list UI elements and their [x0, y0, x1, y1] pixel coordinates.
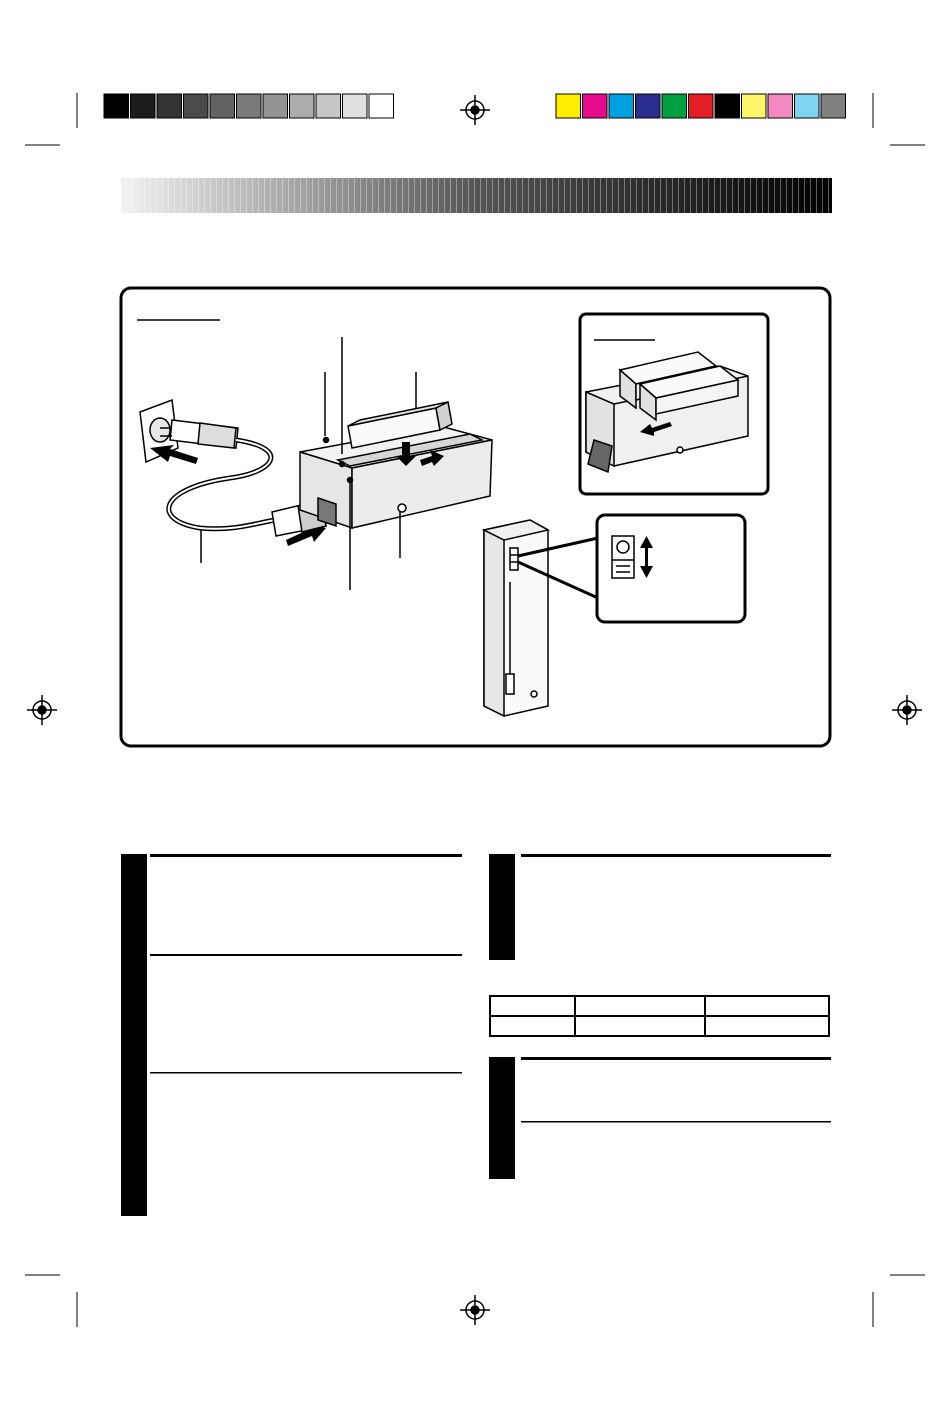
- color-swatch: [768, 94, 793, 118]
- color-swatch: [263, 94, 288, 118]
- color-swatch: [157, 94, 182, 118]
- color-swatch: [184, 94, 209, 118]
- color-swatch: [795, 94, 820, 118]
- color-swatch: [556, 94, 581, 118]
- section-tab-left: [121, 854, 147, 1216]
- color-swatch: [609, 94, 634, 118]
- color-swatch: [821, 94, 846, 118]
- color-swatch: [316, 94, 341, 118]
- switch-detail: [612, 536, 634, 578]
- table-cell: [490, 1016, 575, 1036]
- color-swatch: [104, 94, 129, 118]
- table-cell: [575, 1016, 705, 1036]
- color-swatch: [583, 94, 608, 118]
- data-table: [489, 995, 830, 1037]
- color-swatch: [131, 94, 156, 118]
- table-header-cell: [575, 996, 705, 1016]
- color-swatch: [210, 94, 235, 118]
- color-swatch: [689, 94, 714, 118]
- battery-charger: [300, 426, 492, 528]
- crop-marks: [25, 93, 925, 1327]
- color-swatch: [636, 94, 661, 118]
- color-swatch: [369, 94, 394, 118]
- table-header-cell: [490, 996, 575, 1016]
- table-cell: [705, 1016, 829, 1036]
- color-swatch: [343, 94, 368, 118]
- color-swatch: [290, 94, 315, 118]
- registration-mark-left: [27, 695, 57, 725]
- process-color-bar: [556, 94, 846, 118]
- registration-mark-top: [460, 95, 490, 125]
- color-swatch: [662, 94, 687, 118]
- header-gradient-band: [121, 178, 832, 213]
- color-swatch: [742, 94, 767, 118]
- section-tab-right-bottom: [489, 1057, 515, 1179]
- grayscale-color-bar: [104, 94, 394, 118]
- section-tab-right-top: [489, 854, 515, 960]
- table-header-cell: [705, 996, 829, 1016]
- color-swatch: [715, 94, 740, 118]
- standing-battery-pack: [484, 520, 548, 716]
- registration-mark-bottom: [460, 1295, 490, 1325]
- inset-charger-illustration: [586, 352, 748, 472]
- color-swatch: [237, 94, 262, 118]
- power-cord: [169, 440, 290, 529]
- table-row: [490, 1016, 829, 1036]
- table-header-row: [490, 996, 829, 1016]
- registration-mark-right: [892, 695, 922, 725]
